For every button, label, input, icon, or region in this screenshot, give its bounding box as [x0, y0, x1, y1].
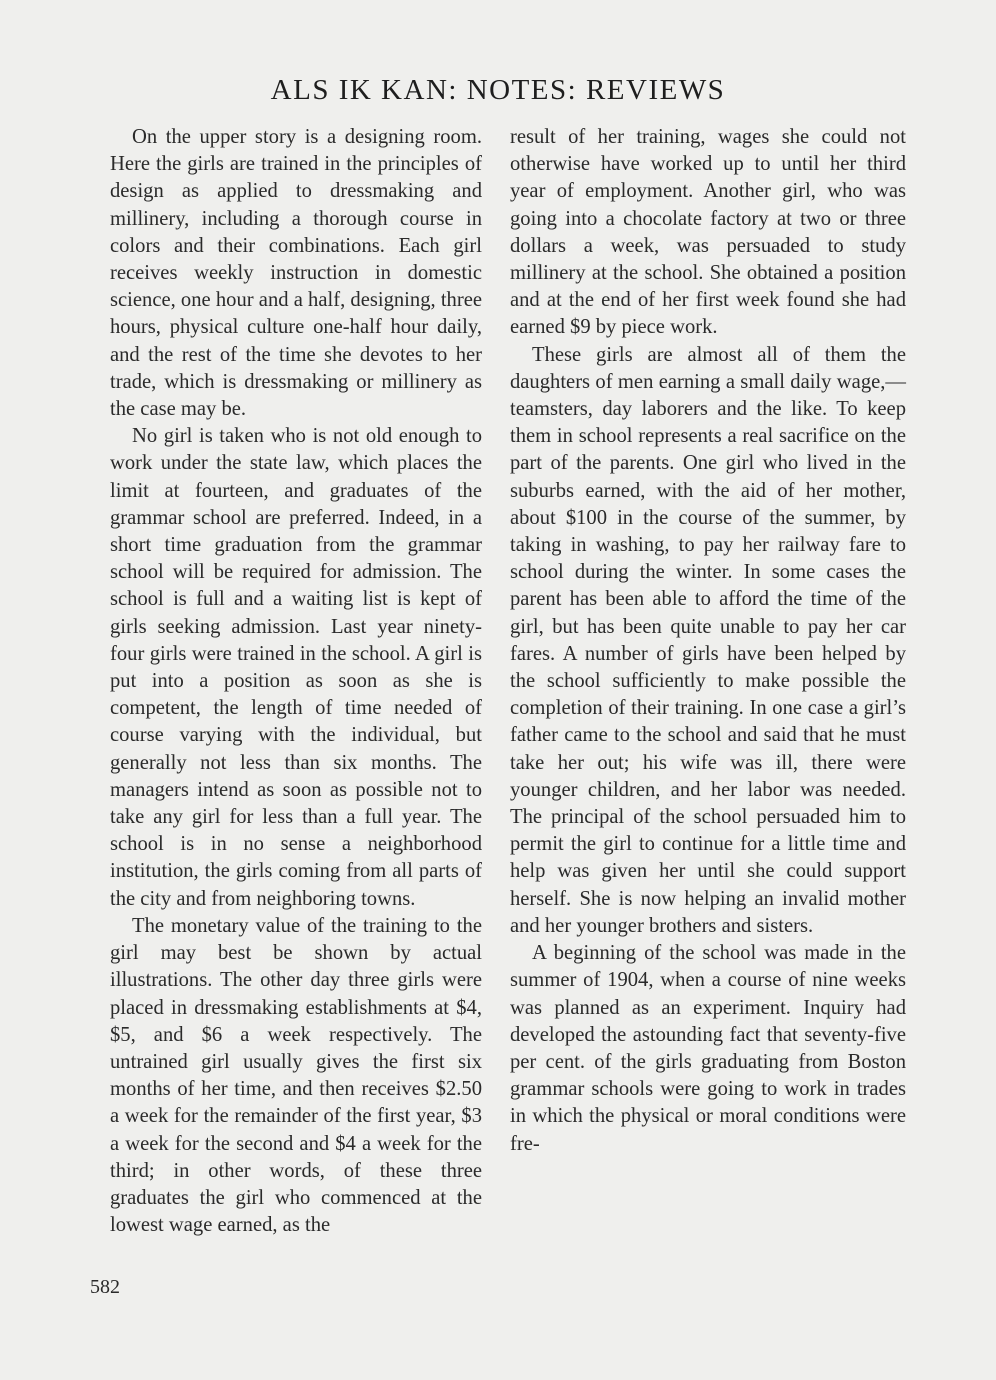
right-paragraph-3: A beginning of the school was made in the summer of 1904, when a course of nine weeks was planned as an experiment. Inquiry had developed the astounding fact that seventy-five per cent. of the girls graduating from Boston grammar schools were going to work in trades in which the physical or moral conditions were fre-	[510, 942, 906, 1155]
right-column	[510, 124, 906, 1158]
page-number: 582	[90, 1276, 120, 1298]
left-paragraph-3: The monetary value of the training to the girl may best be shown by actual illustrations. The other day three girls were placed in dressmaking establishments at $4, $5, and $6 a week respectively. The untrained girl usually gives the first six months of her time, and then receives $2.50 a week for the remainder of the first year, $3 a week for the second and $4 a week for the third; in other words, of these three graduates the girl who commenced at the lowest wage earned, as the	[110, 914, 482, 1237]
right-paragraph-1: result of her training, wages she could not otherwise have worked up to until her third year of employment. Another girl, who was going into a chocolate factory at two or three dollars a week, was persuaded to study millinery at the school. She obtained a position and at the end of her first week found she had earned $9 by piece work.	[510, 126, 906, 339]
right-paragraph-2: These girls are almost all of them the daughters of men earning a small daily wage,—teamsters, day laborers and the like. To keep them in school represents a real sacrifice on the part of the parents. One girl who lived in the suburbs earned, with the aid of her mother, about $100 in the course of the summer, by taking in washing, to pay her railway fare to school during the winter. In some cases the parent has been able to afford the time of the girl, but has been quite unable to pay her car fares. A number of girls have been helped by the school sufficiently to make possible the completion of their training. In one case a girl’s father came to the school and said that he must take her out; his wife was ill, there were younger children, and her labor was needed. The principal of the school persuaded him to permit the girl to continue for a little time and help was given her until she could support herself. She is now helping an invalid mother and her younger brothers and sisters.	[510, 343, 906, 937]
left-paragraph-2: No girl is taken who is not old enough to work under the state law, which places the limit at fourteen, and graduates of the grammar school are preferred. Indeed, in a short time graduation from the grammar school will be required for admission. The school is full and a waiting list is kept of girls seeking admission. Last year ninety-four girls were trained in the school. A girl is put into a position as soon as she is competent, the length of time needed of course varying with the individual, but generally not less than six months. The managers intend as soon as possible not to take any girl for less than a full year. The school is in no sense a neighborhood institution, the girls coming from all parts of the city and from neighboring towns.	[110, 425, 482, 910]
running-head: ALS IK KAN: NOTES: REVIEWS	[270, 74, 726, 106]
left-paragraph-1: On the upper story is a designing room. Here the girls are trained in the principles of design as applied to dressmaking and millinery, including a thorough course in colors and their combinations. Each girl receives weekly instruction in domestic science, one hour and a half, designing, three hours, physical culture one-half hour daily, and the rest of the time she devotes to her trade, which is dressmaking or millinery as the case may be.	[110, 126, 482, 421]
left-column	[110, 124, 482, 1239]
